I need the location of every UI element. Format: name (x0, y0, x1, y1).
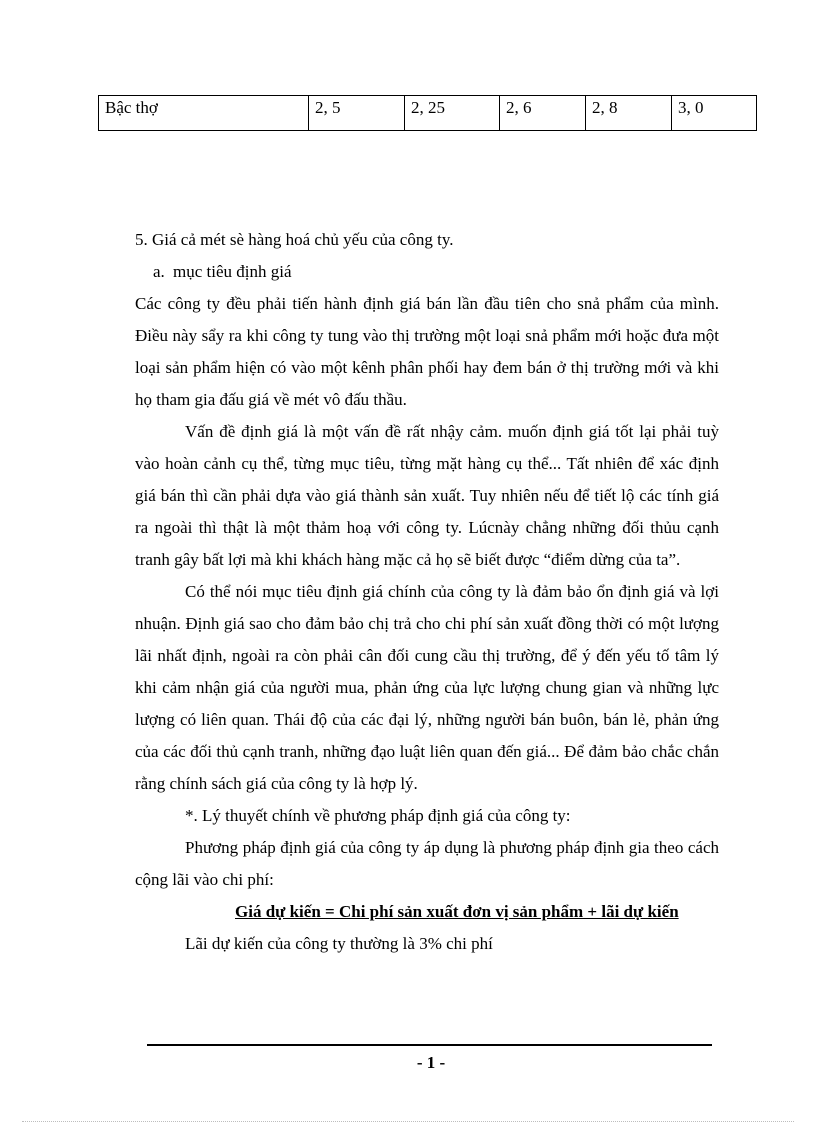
worker-grade-table (98, 95, 757, 131)
subsection-marker: a. (153, 262, 165, 281)
footer-divider (147, 1044, 712, 1046)
paragraph-5: Phương pháp định giá của công ty áp dụng là phương pháp định gia theo cách cộng lãi vào chi phí: (135, 838, 719, 889)
paragraph-1: Các công ty đều phải tiến hành định giá bán lần đầu tiên cho snả phẩm của mình. Điều này sẩy ra khi công ty tung vào thị trường một loại snả phẩm mới hoặc đưa một loại sản phẩm hiện có vào một kênh phân phối hay đem bán ở thị trường mới và khi họ tham gia đấu giá về mét vô đấu thầu. (135, 294, 719, 409)
page-number: - 1 - (416, 1053, 446, 1072)
page-edge-divider (22, 1121, 794, 1122)
paragraph-4: *. Lý thuyết chính về phương pháp định giá của công ty: (185, 806, 571, 825)
paragraph-6: Lãi dự kiến của công ty thường là 3% chi phí (185, 934, 493, 953)
pricing-formula: Giá dự kiến = Chi phí sản xuất đơn vị sản phẩm + lãi dự kiến (235, 902, 679, 921)
section-heading: 5. Giá cả mét sè hàng hoá chủ yếu của công ty. (135, 230, 454, 249)
subsection-title: mục tiêu định giá (173, 262, 292, 281)
body-text (135, 224, 719, 960)
paragraph-3: Có thể nói mục tiêu định giá chính của công ty là đảm bảo ổn định giá và lợi nhuận. Định giá sao cho đảm bảo chị trả cho chi phí sản xuất đồng thời có một lượng lãi nhất định, ngoài ra còn phải cân đối cung cầu thị trường, để ý đến yếu tố tâm lý khi cảm nhận giá của người mua, phản ứng của lực lượng chung gian và những lực lượng có liên quan. Thái độ của các đại lý, những người bán buôn, bán lẻ, phản ứng của các đối thủ cạnh tranh, những đạo luật liên quan đến giá... Để đảm bảo chắc chắn rằng chính sách giá của công ty là hợp lý. (135, 582, 719, 793)
table-cell: 3, 0 (672, 96, 757, 131)
table-cell: 2, 25 (405, 96, 500, 131)
table-cell-label: Bậc thợ (99, 96, 309, 131)
table-cell: 2, 6 (500, 96, 586, 131)
table-cell: 2, 5 (309, 96, 405, 131)
subsection-heading (135, 256, 719, 288)
paragraph-2: Vấn đề định giá là một vấn đề rất nhậy cảm. muốn định giá tốt lại phải tuỳ vào hoàn cảnh cụ thể, từng mục tiêu, từng mặt hàng cụ thể... Tất nhiên để xác định giá bán thì cần phải dựa vào giá thành sản xuất. Tuy nhiên nếu để tiết lộ các tính giá ra ngoài thì thật là một thảm hoạ với công ty. Lúcnày chẳng những đối thủu cạnh tranh gây bất lợi mà khi khách hàng mặc cả họ sẽ biết được “điểm dừng của ta”. (135, 422, 719, 569)
table-cell: 2, 8 (586, 96, 672, 131)
table-row (99, 96, 757, 131)
